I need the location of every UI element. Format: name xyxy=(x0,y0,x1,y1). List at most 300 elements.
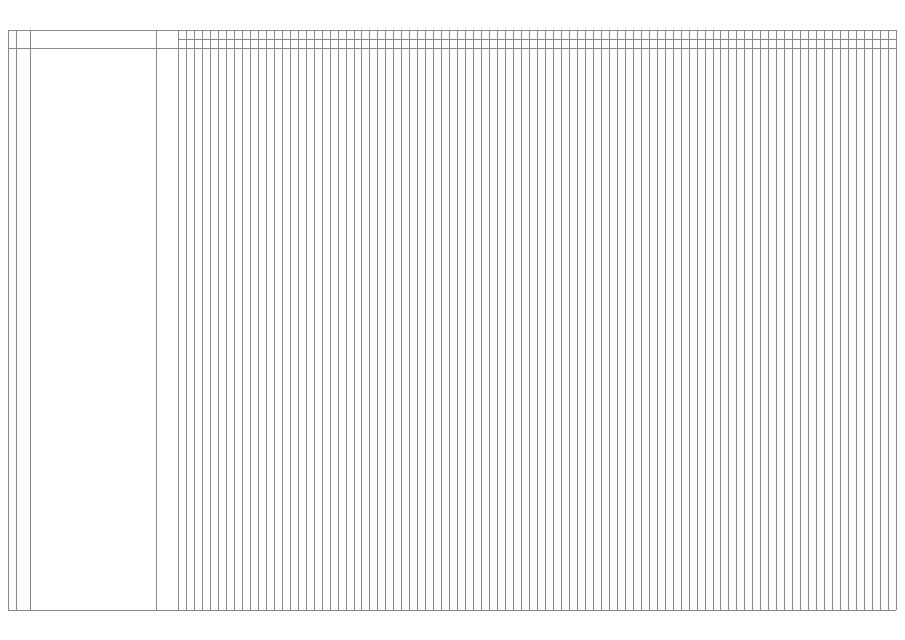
table-cell xyxy=(537,310,545,316)
table-row xyxy=(8,396,896,405)
table-row xyxy=(8,344,896,353)
table-cell xyxy=(689,397,697,403)
table-cell xyxy=(720,284,728,290)
table-cell xyxy=(720,232,728,238)
table-row xyxy=(8,92,896,101)
table-cell xyxy=(393,197,401,203)
row-unit xyxy=(157,423,177,429)
row-idx xyxy=(9,354,15,360)
table-cell xyxy=(800,119,808,125)
row-code xyxy=(17,145,29,151)
table-cell xyxy=(186,310,194,316)
table-cell xyxy=(505,232,513,238)
table-cell xyxy=(752,49,760,55)
table-cell xyxy=(449,406,457,412)
table-cell xyxy=(808,188,816,194)
table-cell xyxy=(561,493,569,499)
table-cell xyxy=(194,501,202,507)
table-cell xyxy=(258,49,266,55)
table-cell xyxy=(569,458,577,464)
table-cell xyxy=(553,441,561,447)
table-cell xyxy=(417,441,425,447)
table-cell xyxy=(808,301,816,307)
table-cell xyxy=(330,136,338,142)
table-cell xyxy=(832,223,840,229)
row-code xyxy=(17,380,29,386)
table-cell xyxy=(665,414,673,420)
table-cell xyxy=(346,371,354,377)
table-cell xyxy=(210,388,218,394)
table-cell xyxy=(377,319,385,325)
table-cell xyxy=(274,66,282,72)
table-cell xyxy=(505,110,513,116)
table-cell xyxy=(338,223,346,229)
table-cell xyxy=(681,162,689,168)
table-cell xyxy=(824,188,832,194)
table-cell xyxy=(258,406,266,412)
table-cell xyxy=(649,171,657,177)
table-cell xyxy=(354,180,362,186)
row-code xyxy=(17,93,29,99)
table-cell xyxy=(338,458,346,464)
table-cell xyxy=(242,66,250,72)
table-cell xyxy=(194,101,202,107)
table-cell xyxy=(449,66,457,72)
table-cell xyxy=(250,232,258,238)
table-cell xyxy=(377,336,385,342)
table-cell xyxy=(202,240,210,246)
table-cell xyxy=(657,441,665,447)
row-unit xyxy=(157,319,177,325)
table-cell xyxy=(226,232,234,238)
table-cell xyxy=(768,449,776,455)
table-cell xyxy=(401,336,409,342)
table-cell xyxy=(250,162,258,168)
table-cell xyxy=(864,93,872,99)
table-cell xyxy=(186,275,194,281)
table-cell xyxy=(314,423,322,429)
table-cell xyxy=(449,232,457,238)
table-cell xyxy=(784,432,792,438)
table-cell xyxy=(872,284,880,290)
table-cell xyxy=(489,449,497,455)
table-cell xyxy=(800,153,808,159)
table-cell xyxy=(322,423,330,429)
table-cell xyxy=(250,319,258,325)
table-cell xyxy=(832,153,840,159)
table-cell xyxy=(218,345,226,351)
table-cell xyxy=(529,75,537,81)
table-cell xyxy=(569,432,577,438)
table-cell xyxy=(226,414,234,420)
table-cell xyxy=(194,467,202,473)
table-cell xyxy=(322,301,330,307)
table-cell xyxy=(194,58,202,64)
table-cell xyxy=(736,319,744,325)
table-cell xyxy=(258,58,266,64)
table-cell xyxy=(178,449,186,455)
table-cell xyxy=(433,171,441,177)
table-cell xyxy=(266,319,274,325)
table-cell xyxy=(840,275,848,281)
table-cell xyxy=(497,136,505,142)
table-cell xyxy=(202,206,210,212)
table-cell xyxy=(266,327,274,333)
row-unit xyxy=(157,362,177,368)
table-cell xyxy=(361,441,369,447)
table-cell xyxy=(473,66,481,72)
table-cell xyxy=(545,249,553,255)
table-cell xyxy=(824,162,832,168)
table-cell xyxy=(330,310,338,316)
table-cell xyxy=(784,397,792,403)
table-cell xyxy=(569,354,577,360)
table-cell xyxy=(210,171,218,177)
table-cell xyxy=(816,75,824,81)
row-code xyxy=(17,110,29,116)
table-cell xyxy=(385,467,393,473)
table-cell xyxy=(792,49,800,55)
table-cell xyxy=(641,162,649,168)
table-cell xyxy=(553,319,561,325)
table-cell xyxy=(218,162,226,168)
table-cell xyxy=(776,162,784,168)
table-cell xyxy=(346,327,354,333)
table-cell xyxy=(800,145,808,151)
table-cell xyxy=(545,293,553,299)
table-cell xyxy=(625,206,633,212)
table-cell xyxy=(713,119,721,125)
table-cell xyxy=(697,58,705,64)
table-cell xyxy=(449,49,457,55)
table-cell xyxy=(385,275,393,281)
table-cell xyxy=(322,414,330,420)
table-cell xyxy=(377,49,385,55)
table-cell xyxy=(234,249,242,255)
table-row xyxy=(8,48,896,57)
table-cell xyxy=(226,153,234,159)
table-cell xyxy=(186,371,194,377)
table-cell xyxy=(377,441,385,447)
table-cell xyxy=(808,362,816,368)
table-cell xyxy=(545,354,553,360)
table-cell xyxy=(250,223,258,229)
table-cell xyxy=(848,371,856,377)
table-cell xyxy=(593,214,601,220)
table-cell xyxy=(457,49,465,55)
table-cell xyxy=(585,145,593,151)
table-cell xyxy=(218,293,226,299)
table-cell xyxy=(673,301,681,307)
table-cell xyxy=(609,84,617,90)
table-cell xyxy=(561,406,569,412)
table-cell xyxy=(186,345,194,351)
table-cell xyxy=(258,345,266,351)
table-cell xyxy=(210,449,218,455)
table-cell xyxy=(354,501,362,507)
table-cell xyxy=(393,162,401,168)
table-cell xyxy=(186,258,194,264)
table-cell xyxy=(736,354,744,360)
table-cell xyxy=(848,75,856,81)
table-cell xyxy=(306,493,314,499)
table-cell xyxy=(736,449,744,455)
table-cell xyxy=(202,258,210,264)
row-idx xyxy=(9,406,15,412)
table-cell xyxy=(306,58,314,64)
table-cell xyxy=(561,310,569,316)
table-cell xyxy=(457,371,465,377)
table-cell xyxy=(401,249,409,255)
table-cell xyxy=(681,66,689,72)
table-cell xyxy=(505,414,513,420)
table-cell xyxy=(744,110,752,116)
table-cell xyxy=(736,458,744,464)
table-cell xyxy=(457,397,465,403)
table-cell xyxy=(537,93,545,99)
table-cell xyxy=(681,484,689,490)
table-cell xyxy=(649,284,657,290)
table-cell xyxy=(609,397,617,403)
table-cell xyxy=(601,327,609,333)
table-cell xyxy=(880,301,888,307)
table-cell xyxy=(617,397,625,403)
table-cell xyxy=(338,267,346,273)
table-cell xyxy=(681,214,689,220)
table-cell xyxy=(242,284,250,290)
table-cell xyxy=(681,188,689,194)
table-cell xyxy=(521,171,529,177)
table-cell xyxy=(409,362,417,368)
table-cell xyxy=(234,423,242,429)
row-desc xyxy=(31,467,155,473)
table-cell xyxy=(425,145,433,151)
table-cell xyxy=(178,458,186,464)
table-cell xyxy=(258,110,266,116)
table-cell xyxy=(377,171,385,177)
table-cell xyxy=(577,275,585,281)
table-cell xyxy=(537,101,545,107)
table-cell xyxy=(784,214,792,220)
table-cell xyxy=(290,414,298,420)
table-cell xyxy=(816,110,824,116)
table-cell xyxy=(290,214,298,220)
table-cell xyxy=(625,197,633,203)
table-cell xyxy=(354,310,362,316)
table-cell xyxy=(449,501,457,507)
table-cell xyxy=(489,345,497,351)
table-cell xyxy=(274,223,282,229)
table-cell xyxy=(385,458,393,464)
table-cell xyxy=(290,475,298,481)
table-cell xyxy=(322,406,330,412)
table-cell xyxy=(856,388,864,394)
table-cell xyxy=(537,475,545,481)
table-cell xyxy=(553,258,561,264)
table-cell xyxy=(625,327,633,333)
table-cell xyxy=(736,75,744,81)
table-row xyxy=(8,274,896,283)
table-cell xyxy=(561,336,569,342)
table-cell xyxy=(186,232,194,238)
table-cell xyxy=(401,136,409,142)
table-cell xyxy=(346,93,354,99)
table-cell xyxy=(768,380,776,386)
table-cell xyxy=(481,388,489,394)
table-cell xyxy=(768,84,776,90)
table-cell xyxy=(840,397,848,403)
table-cell xyxy=(784,206,792,212)
table-cell xyxy=(840,458,848,464)
table-cell xyxy=(481,293,489,299)
table-cell xyxy=(266,223,274,229)
table-cell xyxy=(226,136,234,142)
table-cell xyxy=(361,110,369,116)
table-cell xyxy=(625,301,633,307)
table-cell xyxy=(242,406,250,412)
table-cell xyxy=(713,388,721,394)
table-cell xyxy=(728,397,736,403)
table-cell xyxy=(840,441,848,447)
table-cell xyxy=(282,180,290,186)
table-cell xyxy=(298,475,306,481)
table-cell xyxy=(361,423,369,429)
table-cell xyxy=(457,127,465,133)
table-cell xyxy=(242,371,250,377)
table-cell xyxy=(178,301,186,307)
table-cell xyxy=(346,319,354,325)
row-desc xyxy=(31,110,155,116)
table-cell xyxy=(736,145,744,151)
table-cell xyxy=(202,197,210,203)
table-cell xyxy=(497,197,505,203)
table-cell xyxy=(856,180,864,186)
table-cell xyxy=(361,493,369,499)
table-cell xyxy=(641,423,649,429)
row-unit xyxy=(157,380,177,386)
table-cell xyxy=(784,493,792,499)
table-cell xyxy=(529,240,537,246)
row-desc xyxy=(31,354,155,360)
table-cell xyxy=(713,397,721,403)
table-cell xyxy=(736,414,744,420)
table-cell xyxy=(290,188,298,194)
table-cell xyxy=(832,406,840,412)
table-cell xyxy=(784,362,792,368)
table-cell xyxy=(290,319,298,325)
table-cell xyxy=(242,423,250,429)
table-cell xyxy=(226,66,234,72)
table-cell xyxy=(361,127,369,133)
table-cell xyxy=(872,119,880,125)
table-cell xyxy=(242,171,250,177)
table-cell xyxy=(561,93,569,99)
table-cell xyxy=(808,136,816,142)
table-cell xyxy=(282,110,290,116)
table-cell xyxy=(314,441,322,447)
table-cell xyxy=(537,449,545,455)
table-cell xyxy=(258,467,266,473)
table-cell xyxy=(601,214,609,220)
table-cell xyxy=(417,136,425,142)
table-cell xyxy=(346,249,354,255)
table-cell xyxy=(625,58,633,64)
table-cell xyxy=(258,301,266,307)
table-cell xyxy=(521,119,529,125)
table-cell xyxy=(194,432,202,438)
table-cell xyxy=(713,423,721,429)
table-cell xyxy=(441,214,449,220)
table-cell xyxy=(776,136,784,142)
table-cell xyxy=(585,380,593,386)
table-cell xyxy=(497,493,505,499)
table-cell xyxy=(824,232,832,238)
table-cell xyxy=(330,362,338,368)
table-cell xyxy=(736,327,744,333)
table-cell xyxy=(617,414,625,420)
table-cell xyxy=(720,223,728,229)
table-cell xyxy=(880,362,888,368)
table-cell xyxy=(178,171,186,177)
table-cell xyxy=(346,119,354,125)
table-cell xyxy=(545,223,553,229)
table-cell xyxy=(840,84,848,90)
table-cell xyxy=(569,414,577,420)
table-cell xyxy=(497,388,505,394)
table-cell xyxy=(864,249,872,255)
table-cell xyxy=(744,301,752,307)
table-cell xyxy=(202,501,210,507)
table-cell xyxy=(202,441,210,447)
table-cell xyxy=(505,441,513,447)
table-cell xyxy=(752,301,760,307)
table-row xyxy=(8,292,896,301)
table-cell xyxy=(657,249,665,255)
table-cell xyxy=(697,441,705,447)
table-cell xyxy=(537,249,545,255)
table-cell xyxy=(792,414,800,420)
table-cell xyxy=(800,171,808,177)
row-unit xyxy=(157,214,177,220)
table-cell xyxy=(298,310,306,316)
table-cell xyxy=(545,145,553,151)
table-cell xyxy=(752,354,760,360)
table-cell xyxy=(330,319,338,325)
row-unit xyxy=(157,267,177,273)
table-cell xyxy=(226,93,234,99)
table-cell xyxy=(816,153,824,159)
table-cell xyxy=(689,423,697,429)
table-cell xyxy=(505,119,513,125)
table-cell xyxy=(465,267,473,273)
table-cell xyxy=(473,206,481,212)
table-cell xyxy=(856,171,864,177)
table-cell xyxy=(314,310,322,316)
table-cell xyxy=(720,380,728,386)
table-cell xyxy=(497,380,505,386)
table-cell xyxy=(872,275,880,281)
table-cell xyxy=(521,327,529,333)
table-cell xyxy=(465,467,473,473)
table-cell xyxy=(800,388,808,394)
table-cell xyxy=(609,362,617,368)
table-cell xyxy=(449,397,457,403)
table-cell xyxy=(361,275,369,281)
table-cell xyxy=(194,110,202,116)
table-cell xyxy=(784,119,792,125)
table-cell xyxy=(314,110,322,116)
table-cell xyxy=(728,319,736,325)
